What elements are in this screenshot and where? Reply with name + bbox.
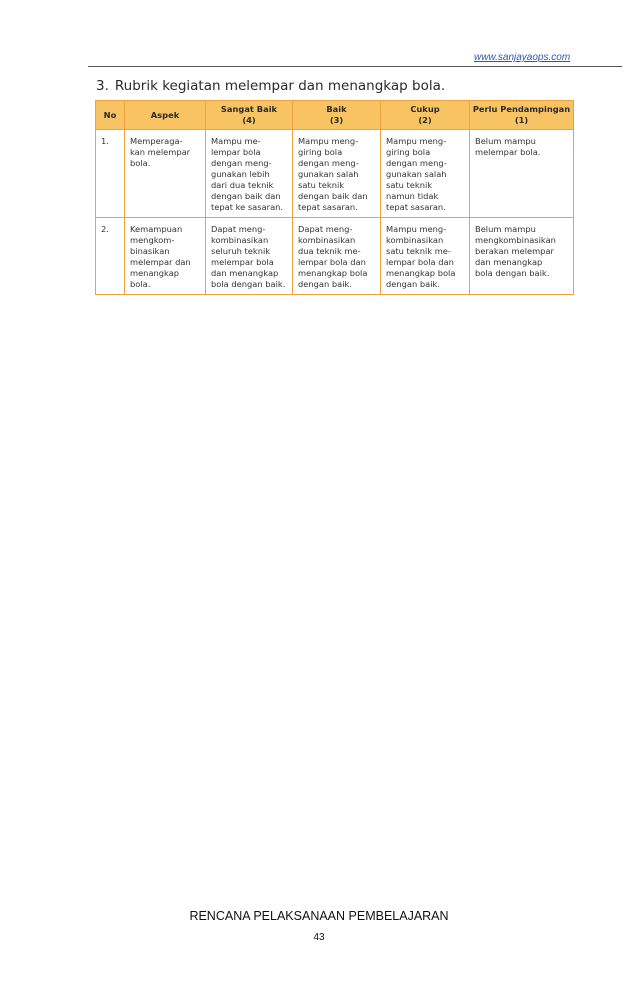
header-aspek: Aspek [125, 101, 206, 130]
cell-baik: Mampu meng- giring bola dengan meng- gunakan salah satu teknik dengan baik dan tepat sasaran. [293, 130, 381, 218]
rubric-table [95, 100, 574, 295]
cell-cukup: Mampu meng- giring bola dengan meng- gunakan salah satu teknik namun tidak tepat sasaran. [381, 130, 470, 218]
cell-perlu-pendampingan: Belum mampu melempar bola. [470, 130, 574, 218]
cell-sangat-baik: Dapat meng- kombinasikan seluruh teknik melempar bola dan menangkap bola dengan baik. [206, 218, 293, 295]
cell-baik: Dapat meng- kombinasikan dua teknik me- lempar bola dan menangkap bola dengan baik. [293, 218, 381, 295]
cell-aspek: Memperaga- kan melempar bola. [125, 130, 206, 218]
section-heading [96, 78, 445, 94]
header-url-link[interactable]: www.sanjayaops.com [474, 52, 571, 63]
table-row [96, 218, 574, 295]
header-cukup: Cukup (2) [381, 101, 470, 130]
cell-aspek: Kemampuan mengkom- binasikan melempar dan menangkap bola. [125, 218, 206, 295]
cell-perlu-pendampingan: Belum mampu mengkombinasikan berakan melempar dan menangkap bola dengan baik. [470, 218, 574, 295]
footer-title: RENCANA PELAKSANAAN PEMBELAJARAN [189, 909, 449, 923]
cell-cukup: Mampu meng- kombinasikan satu teknik me- lempar bola dan menangkap bola dengan baik. [381, 218, 470, 295]
cell-no: 1. [96, 130, 125, 218]
table-header-row [96, 101, 574, 130]
section-title-text: Rubrik kegiatan melempar dan menangkap bola. [114, 78, 446, 94]
page-number: 43 [313, 932, 325, 943]
header-divider [88, 66, 622, 67]
table-row [96, 130, 574, 218]
section-number: 3. [96, 78, 109, 94]
header-sangat-baik: Sangat Baik (4) [206, 101, 293, 130]
header-baik: Baik (3) [293, 101, 381, 130]
header-perlu-pendampingan: Perlu Pendampingan (1) [470, 101, 574, 130]
cell-no: 2. [96, 218, 125, 295]
header-no: No [96, 101, 125, 130]
cell-sangat-baik: Mampu me- lempar bola dengan meng- gunakan lebih dari dua teknik dengan baik dan tepat ke sasaran. [206, 130, 293, 218]
